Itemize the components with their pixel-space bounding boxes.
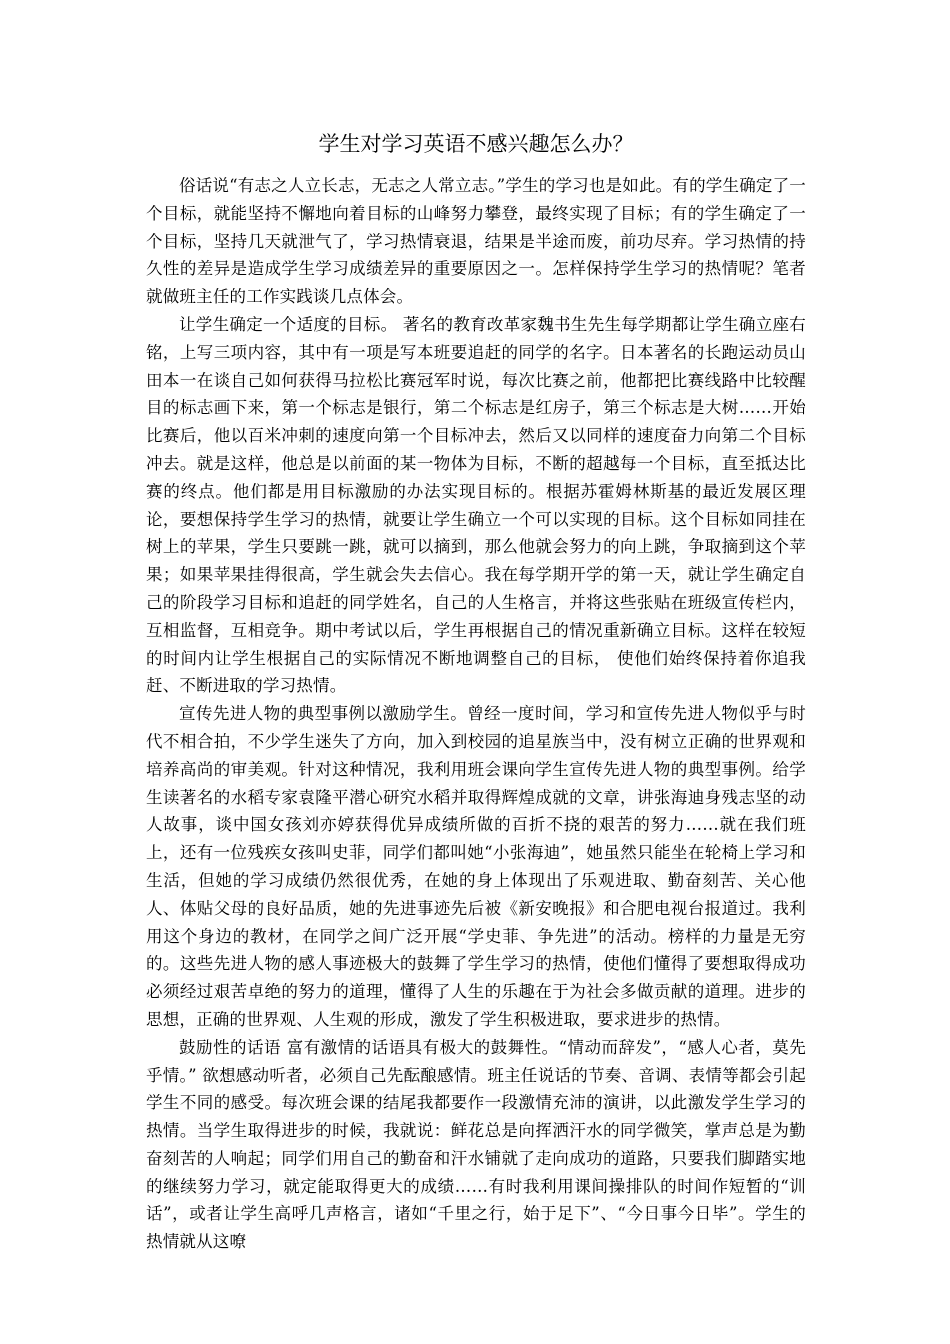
paragraph-goal-setting: 让学生确定一个适度的目标。 著名的教育改革家魏书生先生每学期都让学生确立座右铭，上写三项内容，其中有一项是写本班要追赶的同学的名字。日本著名的长跑运动员山田本一在谈自己如何获得马拉松比赛冠军时说，每次比赛之前，他都把比赛线路中比较醒目的标志画下来，第一个标志是银行，第二个标志是红房子，第三个标志是大树……开始比赛后，他以百米冲刺的速度向第一个目标冲去，然后又以同样的速度奋力向第二个目标冲去。就是这样，他总是以前面的某一物体为目标，不断的超越每一个目标，直至抵达比赛的终点。他们都是用目标激励的办法实现目标的。根据苏霍姆林斯基的最近发展区理论，要想保持学生学习的热情，就要让学生确立一个可以实现的目标。这个目标如同挂在树上的苹果，学生只要跳一跳，就可以摘到，那么他就会努力的向上跳，争取摘到这个苹果；如果苹果挂得很高，学生就会失去信心。我在每学期开学的第一天，就让学生确定自己的阶段学习目标和追赶的同学姓名，自己的人生格言，并将这些张贴在班级宣传栏内，互相监督，互相竞争。期中考试以后，学生再根据自己的情况重新确立目标。这样在较短的时间内让学生根据自己的实际情况不断地调整自己的目标， 使他们始终保持着你追我赶、不断进取的学习热情。 <box>146 314 806 696</box>
paragraph-intro: 俗话说“有志之人立长志，无志之人常立志。”学生的学习也是如此。有的学生确定了一个目标，就能坚持不懈地向着目标的山峰努力攀登，最终实现了目标；有的学生确定了一个目标，坚持几天就泄气了，学习热情衰退，结果是半途而废，前功尽弃。学习热情的持久性的差异是造成学生学习成绩差异的重要原因之一。怎样保持学生学习的热情呢？笔者就做班主任的工作实践谈几点体会。 <box>146 176 806 307</box>
document-page <box>146 128 806 1256</box>
paragraph-role-models: 宣传先进人物的典型事例以激励学生。曾经一度时间，学习和宣传先进人物似乎与时代不相合拍，不少学生迷失了方向，加入到校园的追星族当中，没有树立正确的世界观和培养高尚的审美观。针对这种情况，我利用班会课向学生宣传先进人物的典型事例。给学生读著名的水稻专家袁隆平潜心研究水稻并取得辉煌成就的文章，讲张海迪身残志坚的动人故事，谈中国女孩刘亦婷获得优异成绩所做的百折不挠的艰苦的努力……就在我们班上，还有一位残疾女孩叫史菲，同学们都叫她“小张海迪”，她虽然只能坐在轮椅上学习和生活，但她的学习成绩仍然很优秀，在她的身上体现出了乐观进取、勤奋刻苦、关心他人、体贴父母的良好品质，她的先进事迹先后被《新安晚报》和合肥电视台报道过。我利用这个身边的教材，在同学之间广泛开展“学史菲、争先进”的活动。榜样的力量是无穷的。这些先进人物的感人事迹极大的鼓舞了学生学习的热情，使他们懂得了要想取得成功必须经过艰苦卓绝的努力的道理，懂得了人生的乐趣在于为社会多做贡献的道理。进步的思想，正确的世界观、人生观的形成，激发了学生积极进取，要求进步的热情。 <box>146 704 806 1029</box>
document-title: 学生对学习英语不感兴趣怎么办？ <box>318 132 634 156</box>
paragraph-encouraging-words: 鼓励性的话语 富有激情的话语具有极大的鼓舞性。“情动而辞发”，“感人心者，莫先乎情。” 欲想感动听者，必须自己先酝酿感情。班主任说话的节奏、音调、表情等都会引起学生不同的感受。每次班会课的结尾我都要作一段激情充沛的演讲，以此激发学生学习的热情。当学生取得进步的时候，我就说：鲜花总是向挥洒汗水的同学微笑，掌声总是为勤奋刻苦的人响起；同学们用自己的勤奋和汗水铺就了走向成功的道路，只要我们脚踏实地的继续努力学习，就定能取得更大的成绩……有时我利用课间操排队的时间作短暂的“训话”，或者让学生高呼几声格言，诸如“千里之行，始于足下”、“今日事今日毕”。学生的热情就从这嘹 <box>146 1037 806 1252</box>
